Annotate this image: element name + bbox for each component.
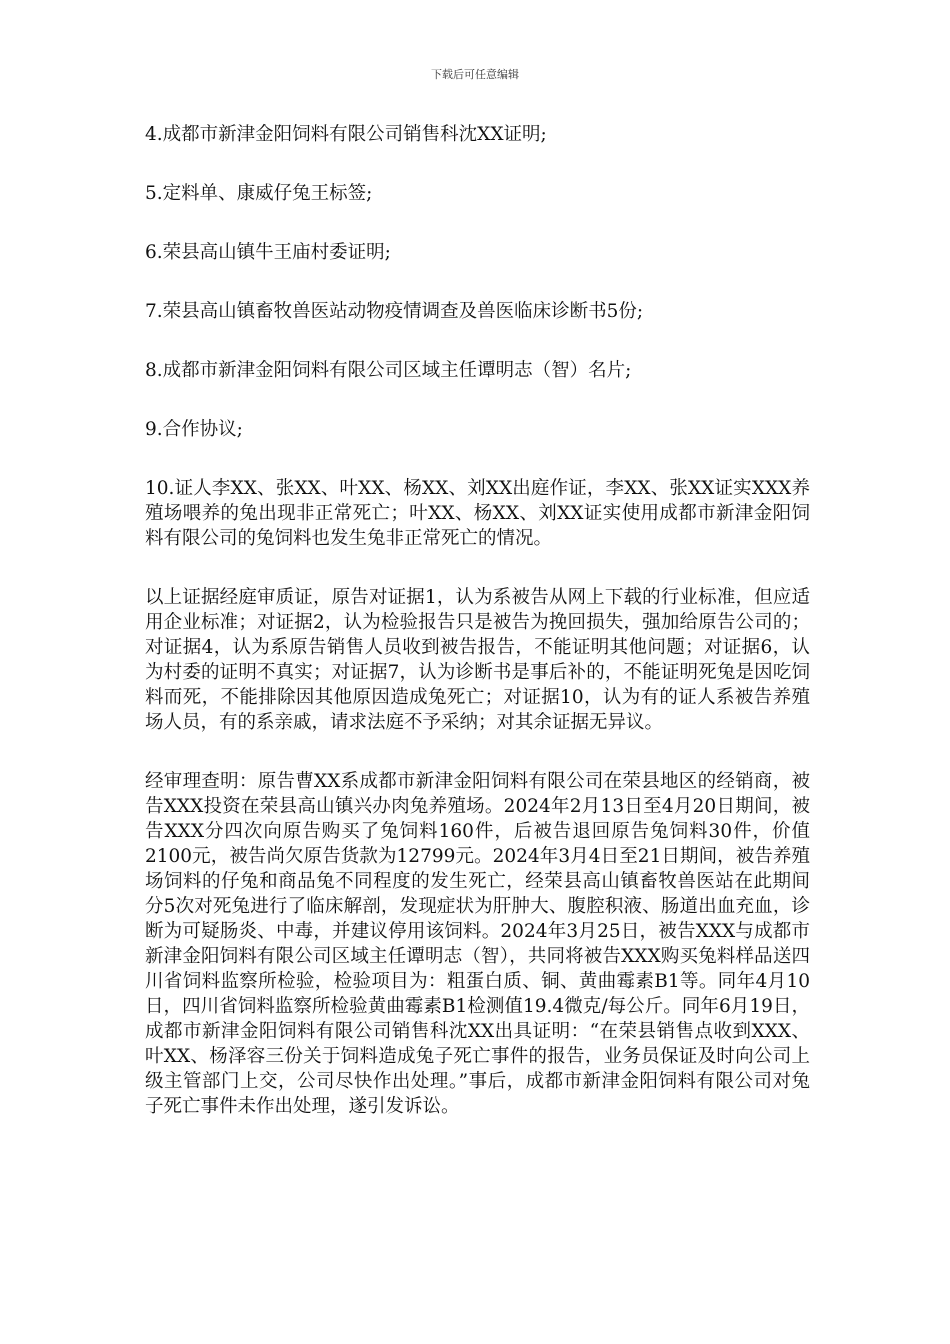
evidence-item-4: 4.成都市新津金阳饲料有限公司销售科沈XX证明; — [145, 124, 547, 145]
evidence-item-5: 5.定料单、康威仔兔王标签; — [145, 183, 373, 204]
evidence-item-8: 8.成都市新津金阳饲料有限公司区域主任谭明志（智）名片; — [145, 360, 632, 381]
evidence-item-7: 7.荣县高山镇畜牧兽医站动物疫情调查及兽医临床诊断书5份; — [145, 301, 644, 322]
cross-examination-paragraph: 以上证据经庭审质证，原告对证据1，认为系被告从网上下载的行业标准，但应适用企业标准；对证据2，认为检验报告只是被告为挽回损失，强加给原告公司的；对证据4，认为系原告销售人员收到被告报告，不能证明其他问题；对证据6，认为村委的证明不真实；对证据7，认为诊断书是事后补的，不能证明死兔是因吃饲料而死，不能排除因其他原因造成兔死亡；对证据10，认为有的证人系被告养殖场人员，有的系亲戚，请求法庭不予采纳；对其余证据无异议。 — [145, 587, 810, 733]
evidence-item-6: 6.荣县高山镇牛王庙村委证明; — [145, 242, 391, 263]
findings-paragraph: 经审理查明：原告曹XX系成都市新津金阳饲料有限公司在荣县地区的经销商，被告XXX投资在荣县高山镇兴办肉兔养殖场。2024年2月13日至4月20日期间，被告XXX分四次向原告购买了兔饲料160件，后被告退回原告兔饲料30件，价值2100元，被告尚欠原告货款为12799元。2024年3月4日至21日期间，被告养殖场饲料的仔兔和商品兔不同程度的发生死亡，经荣县高山镇畜牧兽医站在此期间分5次对死兔进行了临床解剖，发现症状为肝肿大、腹腔积液、肠道出血充血，诊断为可疑肠炎、中毒，并建议停用该饲料。2024年3月25日，被告XXX与成都市新津金阳饲料有限公司区域主任谭明志（智），共同将被告XXX购买兔料样品送四川省饲料监察所检验，检验项目为：粗蛋白质、铜、黄曲霉素B1等。同年4月10日，四川省饲料监察所检验黄曲霉素B1检测值19.4微克/每公斤。同年6月19日，成都市新津金阳饲料有限公司销售科沈XX出具证明：“在荣县销售点收到XXX、叶XX、杨泽容三份关于饲料造成兔子死亡事件的报告，业务员保证及时向公司上级主管部门上交，公司尽快作出处理。”事后，成都市新津金阳饲料有限公司对兔子死亡事件未作出处理，遂引发诉讼。 — [145, 771, 810, 1117]
page-header: 下载后可任意编辑 — [431, 68, 519, 81]
document-body — [145, 122, 810, 1153]
evidence-item-9: 9.合作协议; — [145, 419, 243, 440]
evidence-item-10: 10.证人李XX、张XX、叶XX、杨XX、刘XX出庭作证，李XX、张XX证实XXX养殖场喂养的兔出现非正常死亡；叶XX、杨XX、刘XX证实使用成都市新津金阳饲料有限公司的兔饲料也发生兔非正常死亡的情况。 — [145, 478, 810, 549]
